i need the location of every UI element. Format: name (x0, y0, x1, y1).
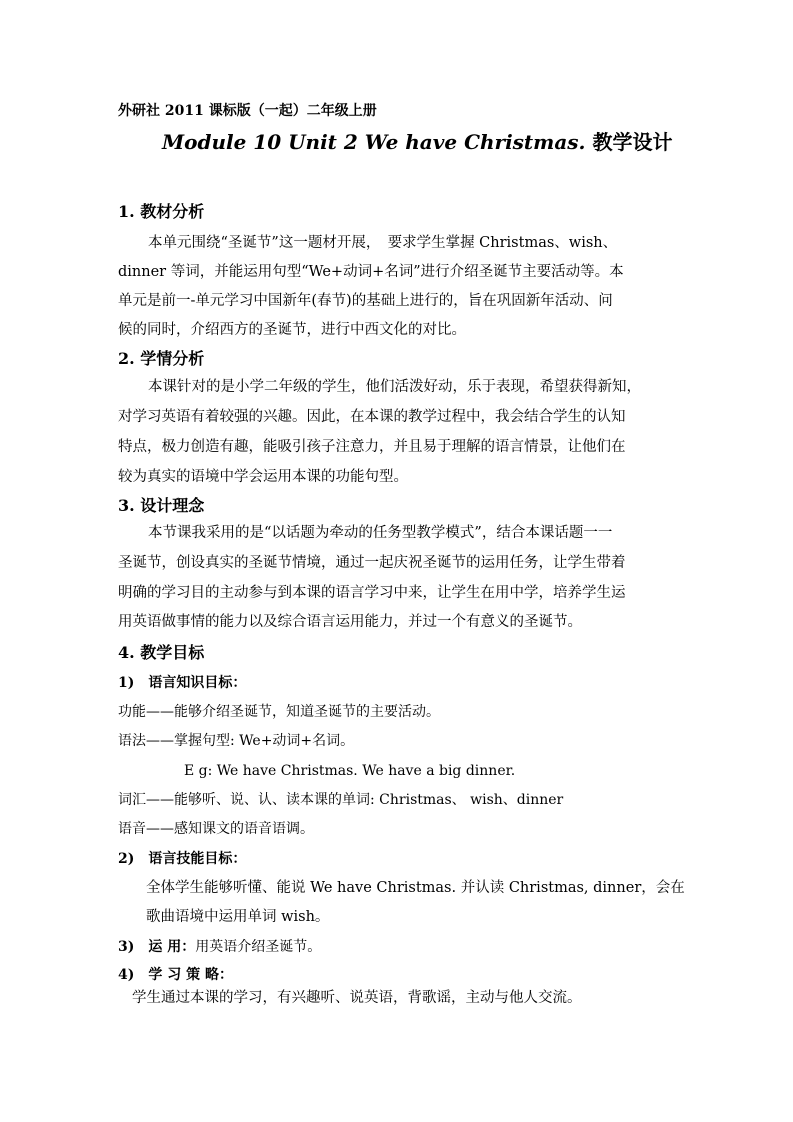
publisher-line: 外研社 2011 课标版（一起）二年级上册 (118, 103, 377, 119)
objective-vocabulary: 词汇——能够听、说、认、读本课的单词: Christmas、 wish、dinner (118, 792, 564, 808)
section1-line-4: 候的同时，介绍西方的圣诞节，进行中西文化的对比。 (118, 322, 466, 338)
section-heading-teaching-objectives: 4. 教学目标 (118, 643, 205, 662)
page-title (162, 132, 672, 152)
objective-grammar: 语法——掌握句型: We+动词+名词。 (118, 733, 355, 749)
section2-line-4: 较为真实的语境中学会运用本课的功能句型。 (118, 469, 408, 485)
skill-line-2: 歌曲语境中运用单词 wish。 (146, 909, 330, 925)
section1-line-2: dinner 等词，并能运用句型“We+动词+名词”进行介绍圣诞节主要活动等。本 (118, 264, 624, 280)
section-heading-learner-analysis: 2. 学情分析 (118, 349, 205, 368)
application-label: 3) 运 用： (118, 939, 196, 955)
skill-line-1: 全体学生能够听懂、能说 We have Christmas. 并认读 Christmas, dinner，会在 (146, 880, 685, 896)
section2-line-1: 本课针对的是小学二年级的学生，他们活泼好动，乐于表现，希望获得新知， (148, 379, 641, 395)
section3-line-2: 圣诞节，创设真实的圣诞节情境，通过一起庆祝圣诞节的运用任务，让学生带着 (118, 555, 626, 571)
section1-line-3: 单元是前一-单元学习中国新年(春节)的基础上进行的，旨在巩固新年活动、问 (118, 293, 613, 309)
section1-line-1: 本单元围绕“圣诞节”这一题材开展， 要求学生掌握 Christmas、wish、 (148, 235, 618, 251)
section3-line-4: 用英语做事情的能力以及综合语言运用能力，并过一个有意义的圣诞节。 (118, 614, 582, 630)
strategy-text: 学生通过本课的学习，有兴趣听、说英语，背歌谣，主动与他人交流。 (132, 990, 582, 1006)
title-english: Module 10 Unit 2 We have Christmas. (162, 130, 586, 154)
section-heading-textbook-analysis: 1. 教材分析 (118, 202, 205, 221)
subheading-knowledge-objectives: 1) 语言知识目标： (118, 675, 247, 691)
subheading-learning-strategy: 4) 学 习 策 略： (118, 967, 233, 983)
objective-phonetics: 语音——感知课文的语音语调。 (118, 821, 314, 837)
objective-example: E g: We have Christmas. We have a big dinner. (184, 763, 516, 779)
section3-line-1: 本节课我采用的是“以话题为牵动的任务型教学模式”，结合本课话题一一 (148, 525, 613, 541)
objective-function: 功能——能够介绍圣诞节，知道圣诞节的主要活动。 (118, 704, 440, 720)
section2-line-2: 对学习英语有着较强的兴趣。因此，在本课的教学过程中，我会结合学生的认知 (118, 409, 626, 425)
title-chinese: 教学设计 (585, 130, 673, 154)
section2-line-3: 特点，极力创造有趣，能吸引孩子注意力，并且易于理解的语言情景，让他们在 (118, 439, 626, 455)
section-heading-design-concept: 3. 设计理念 (118, 496, 205, 515)
subheading-skill-objectives: 2) 语言技能目标： (118, 851, 247, 867)
section3-line-3: 明确的学习目的主动参与到本课的语言学习中来，让学生在用中学，培养学生运 (118, 585, 626, 601)
objective-application (118, 940, 321, 954)
application-text: 用英语介绍圣诞节。 (195, 939, 322, 955)
